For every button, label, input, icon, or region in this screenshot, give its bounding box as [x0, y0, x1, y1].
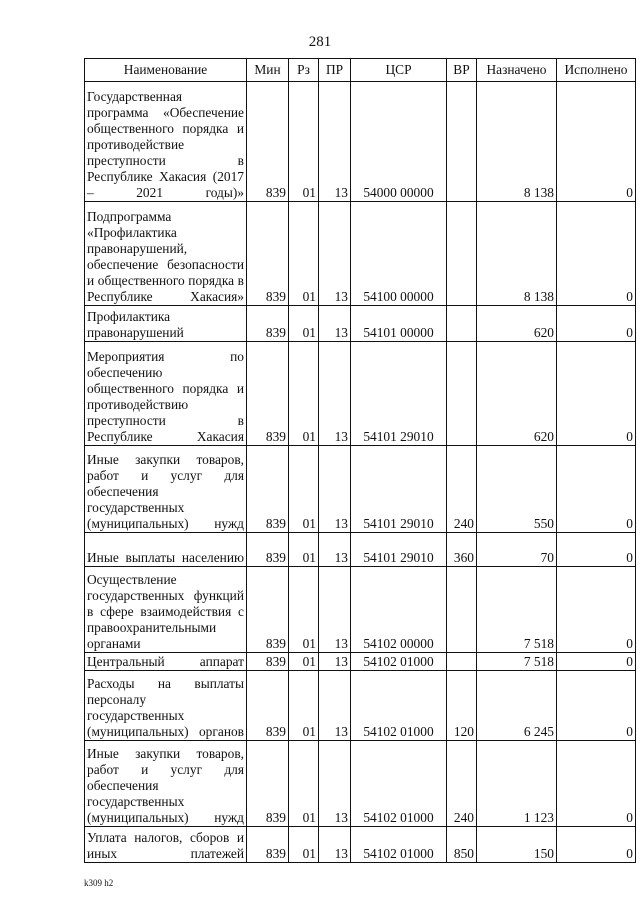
row-pr: 13 [319, 306, 351, 342]
header-name: Наименование [85, 59, 247, 82]
row-pr: 13 [319, 342, 351, 446]
header-csr: ЦСР [351, 59, 447, 82]
row-vr: 120 [447, 671, 477, 741]
row-vr [447, 82, 477, 202]
page-number: 281 [308, 34, 332, 50]
row-executed: 0 [557, 446, 636, 533]
row-executed: 0 [557, 567, 636, 653]
row-assigned: 150 [477, 827, 557, 863]
header-pr: ПР [319, 59, 351, 82]
row-assigned: 7 518 [477, 567, 557, 653]
row-name: Уплата налогов, сборов и иных платежей [85, 827, 247, 863]
row-rz: 01 [289, 567, 319, 653]
row-name: Государственная программа «Обеспечение общественного порядка и противодействие преступности в Республике Хакасия (2017 – 2021 годы)» [85, 82, 247, 202]
row-name: Иные выплаты населению [85, 533, 247, 567]
row-pr: 13 [319, 671, 351, 741]
row-csr: 54102 01000 [351, 653, 447, 671]
header-rz: Рз [289, 59, 319, 82]
row-executed: 0 [557, 306, 636, 342]
table-row [85, 202, 636, 306]
row-assigned: 550 [477, 446, 557, 533]
row-executed: 0 [557, 342, 636, 446]
row-min: 839 [247, 82, 289, 202]
row-assigned: 620 [477, 306, 557, 342]
row-csr: 54102 01000 [351, 741, 447, 827]
table-row [85, 567, 636, 653]
row-min: 839 [247, 342, 289, 446]
row-vr [447, 567, 477, 653]
row-csr: 54101 29010 [351, 446, 447, 533]
row-name: Центральный аппарат [85, 653, 247, 671]
row-csr: 54102 01000 [351, 671, 447, 741]
row-pr: 13 [319, 741, 351, 827]
row-assigned: 8 138 [477, 202, 557, 306]
table-row [85, 533, 636, 567]
row-min: 839 [247, 741, 289, 827]
row-assigned: 1 123 [477, 741, 557, 827]
row-rz: 01 [289, 827, 319, 863]
row-pr: 13 [319, 567, 351, 653]
row-name: Профилактика правонарушений [85, 306, 247, 342]
table-row [85, 446, 636, 533]
row-rz: 01 [289, 741, 319, 827]
row-csr: 54102 00000 [351, 567, 447, 653]
row-assigned: 7 518 [477, 653, 557, 671]
row-min: 839 [247, 671, 289, 741]
row-vr: 240 [447, 741, 477, 827]
row-csr: 54102 01000 [351, 827, 447, 863]
row-name: Подпрограмма «Профилактика правонарушений, обеспечение безопасности и общественного порядка в Республике Хакасия» [85, 202, 247, 306]
row-csr: 54101 29010 [351, 533, 447, 567]
row-vr [447, 306, 477, 342]
table-row [85, 342, 636, 446]
row-vr [447, 202, 477, 306]
row-min: 839 [247, 202, 289, 306]
table-row [85, 827, 636, 863]
row-assigned: 70 [477, 533, 557, 567]
row-rz: 01 [289, 671, 319, 741]
row-rz: 01 [289, 306, 319, 342]
row-csr: 54101 29010 [351, 342, 447, 446]
header-min: Мин [247, 59, 289, 82]
row-min: 839 [247, 653, 289, 671]
row-rz: 01 [289, 446, 319, 533]
row-min: 839 [247, 446, 289, 533]
footer-code: k309 h2 [84, 878, 114, 888]
row-rz: 01 [289, 202, 319, 306]
row-executed: 0 [557, 827, 636, 863]
row-rz: 01 [289, 82, 319, 202]
row-name: Иные закупки товаров, работ и услуг для обеспечения государственных (муниципальных) нужд [85, 446, 247, 533]
row-vr: 360 [447, 533, 477, 567]
table-row [85, 653, 636, 671]
row-rz: 01 [289, 653, 319, 671]
row-min: 839 [247, 533, 289, 567]
row-executed: 0 [557, 741, 636, 827]
row-executed: 0 [557, 671, 636, 741]
row-csr: 54101 00000 [351, 306, 447, 342]
row-pr: 13 [319, 446, 351, 533]
row-vr [447, 342, 477, 446]
row-vr: 850 [447, 827, 477, 863]
row-executed: 0 [557, 202, 636, 306]
row-min: 839 [247, 827, 289, 863]
row-pr: 13 [319, 82, 351, 202]
row-executed: 0 [557, 82, 636, 202]
row-csr: 54000 00000 [351, 82, 447, 202]
row-vr: 240 [447, 446, 477, 533]
row-name: Расходы на выплаты персоналу государственных (муниципальных) органов [85, 671, 247, 741]
row-name: Осуществление государственных функций в сфере взаимодействия с правоохранительными органами [85, 567, 247, 653]
row-executed: 0 [557, 533, 636, 567]
row-csr: 54100 00000 [351, 202, 447, 306]
table-row [85, 671, 636, 741]
header-vr: ВР [447, 59, 477, 82]
row-assigned: 620 [477, 342, 557, 446]
row-name: Иные закупки товаров, работ и услуг для обеспечения государственных (муниципальных) нужд [85, 741, 247, 827]
budget-table [84, 58, 636, 863]
table-row [85, 82, 636, 202]
row-assigned: 8 138 [477, 82, 557, 202]
row-pr: 13 [319, 533, 351, 567]
row-rz: 01 [289, 342, 319, 446]
row-pr: 13 [319, 827, 351, 863]
row-executed: 0 [557, 653, 636, 671]
row-min: 839 [247, 567, 289, 653]
row-min: 839 [247, 306, 289, 342]
table-header-row [85, 59, 636, 82]
row-rz: 01 [289, 533, 319, 567]
row-pr: 13 [319, 202, 351, 306]
row-name: Мероприятия по обеспечению общественного порядка и противодействию преступности в Республике Хакасия [85, 342, 247, 446]
header-executed: Исполнено [557, 59, 636, 82]
table-row [85, 741, 636, 827]
header-assigned: Назначено [477, 59, 557, 82]
table-row [85, 306, 636, 342]
row-pr: 13 [319, 653, 351, 671]
row-vr [447, 653, 477, 671]
row-assigned: 6 245 [477, 671, 557, 741]
